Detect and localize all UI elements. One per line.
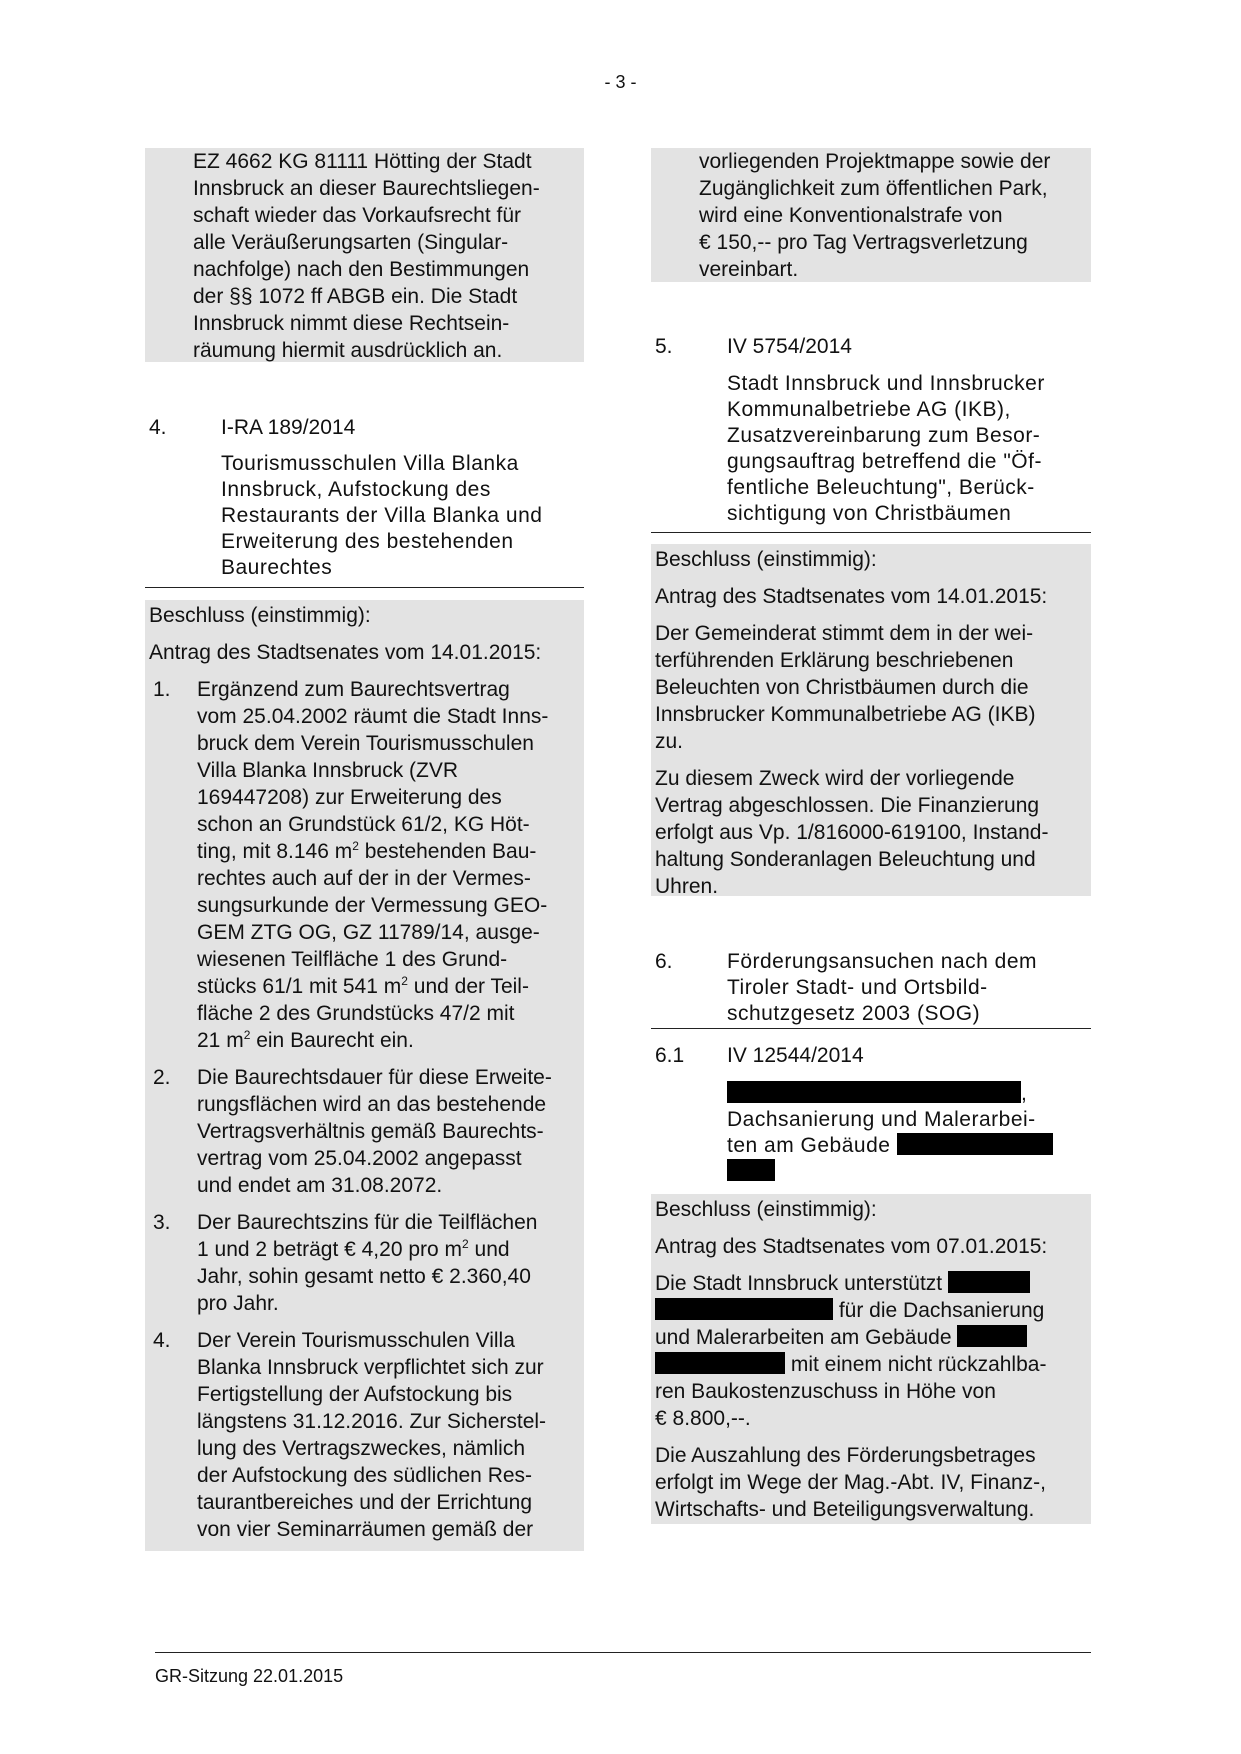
text-line: längstens 31.12.2016. Zur Sicherstel- [197, 1410, 547, 1433]
text-line: vereinbart. [699, 258, 799, 281]
title-line: gungsauftrag betreffend die "Öf- [727, 450, 1042, 473]
text-line: EZ 4662 KG 81111 Hötting der Stadt [193, 150, 532, 173]
text-line: Villa Blanka Innsbruck (ZVR [197, 759, 459, 782]
superscript: 2 [462, 1237, 469, 1251]
text-line: alle Veräußerungsarten (Singular- [193, 231, 509, 254]
text-line: € 8.800,--. [655, 1407, 751, 1430]
footer-rule [155, 1652, 1091, 1653]
text-line: pro Jahr. [197, 1292, 279, 1315]
text-run: ein Baurecht ein. [250, 1029, 414, 1052]
text-run: und der Teil- [407, 975, 529, 998]
text-line: Die Baurechtsdauer für diese Erweite- [197, 1066, 552, 1089]
antrag-label: Antrag des Stadtsenates vom 14.01.2015: [149, 641, 542, 664]
text-line: GEM ZTG OG, GZ 11789/14, ausge- [197, 921, 540, 944]
title-line: Dachsanierung und Malerarbei- [727, 1108, 1036, 1131]
text-run: und Malerarbeiten am Gebäude [655, 1326, 952, 1349]
divider [651, 1028, 1091, 1029]
divider [145, 587, 584, 588]
redaction-bar [727, 1159, 775, 1181]
text-run: für die Dachsanierung [838, 1299, 1045, 1322]
item-6-1-title [727, 1081, 1097, 1185]
text-line: Blanka Innsbruck verpflichtet sich zur [197, 1356, 544, 1379]
beschluss-label: Beschluss (einstimmig): [149, 604, 371, 627]
text-line: bruck dem Verein Tourismusschulen [197, 732, 534, 755]
point-1 [149, 676, 580, 1054]
redaction-bar [655, 1298, 833, 1320]
point-4 [149, 1327, 580, 1543]
item-6-1-resolution-box [651, 1194, 1091, 1524]
text-line: terführenden Erklärung beschriebenen [655, 649, 1014, 672]
superscript: 2 [243, 1028, 251, 1042]
text-run: 1 und 2 beträgt € 4,20 pro m [197, 1238, 463, 1261]
text-line: 169447208) zur Erweiterung des [197, 786, 502, 809]
antrag-label: Antrag des Stadtsenates vom 07.01.2015: [655, 1235, 1048, 1258]
text-line [197, 1236, 580, 1263]
text-line: haltung Sonderanlagen Beleuchtung und [655, 848, 1036, 871]
text-line [197, 1027, 580, 1054]
item-4-title [221, 451, 591, 581]
paragraph [655, 765, 1087, 900]
title-line [727, 1081, 1097, 1107]
title-line [727, 1133, 1097, 1159]
text-line: wird eine Konventionalstrafe von [699, 204, 1003, 227]
text-line: der §§ 1072 ff ABGB ein. Die Stadt [193, 285, 518, 308]
title-line [727, 1159, 1097, 1185]
divider [651, 532, 1091, 533]
title-line: schutzgesetz 2003 (SOG) [727, 1002, 981, 1025]
text-run: und [468, 1238, 510, 1261]
superscript: 2 [352, 839, 359, 853]
text-line: Zugänglichkeit zum öffentlichen Park, [699, 177, 1048, 200]
text-run: ten am Gebäude [727, 1134, 891, 1157]
text-line: wiesenen Teilfläche 1 des Grund- [197, 948, 508, 971]
text-line: zu. [655, 730, 684, 753]
item-6-heading [655, 948, 715, 975]
text-line: erfolgt im Wege der Mag.-Abt. IV, Finanz-, [655, 1471, 1047, 1494]
title-line: Stadt Innsbruck und Innsbrucker [727, 372, 1045, 395]
text-line: Vertrag abgeschlossen. Die Finanzierung [655, 794, 1040, 817]
text-line: taurantbereiches und der Errichtung [197, 1491, 533, 1514]
text-line: lung des Vertragszweckes, nämlich [197, 1437, 525, 1460]
text-line: ren Baukostenzuschuss in Höhe von [655, 1380, 996, 1403]
item-number: 6. [655, 950, 673, 973]
text-line: Die Auszahlung des Förderungsbetrages [655, 1444, 1036, 1467]
text-line: der Aufstockung des südlichen Res- [197, 1464, 533, 1487]
text-run: stücks 61/1 mit 541 m [197, 975, 402, 998]
antrag-label: Antrag des Stadtsenates vom 14.01.2015: [655, 585, 1048, 608]
title-line: Förderungsansuchen nach dem [727, 950, 1038, 973]
text-run: mit einem nicht rückzahlba- [790, 1353, 1047, 1376]
item-4-resolution-box [145, 600, 584, 1551]
item-code: IV 12544/2014 [727, 1044, 864, 1067]
item-number: 5. [655, 335, 673, 358]
redaction-bar [957, 1325, 1027, 1347]
title-line: Baurechtes [221, 556, 333, 579]
text-line: von vier Seminarräumen gemäß der [197, 1518, 534, 1541]
title-line: Tourismusschulen Villa Blanka [221, 452, 519, 475]
text-run: bestehenden Bau- [358, 840, 537, 863]
paragraph [655, 620, 1087, 755]
title-line: Zusatzvereinbarung zum Besor- [727, 424, 1041, 447]
text-line: schon an Grundstück 61/2, KG Höt- [197, 813, 530, 836]
text-line: Der Baurechtszins für die Teilflächen [197, 1211, 538, 1234]
point-number: 3. [153, 1211, 171, 1234]
title-line: Erweiterung des bestehenden [221, 530, 514, 553]
text-line: vom 25.04.2002 räumt die Stadt Inns- [197, 705, 549, 728]
text-line [197, 973, 580, 1000]
footer-text: GR-Sitzung 22.01.2015 [155, 1666, 344, 1686]
text-line: erfolgt aus Vp. 1/816000-619100, Instand- [655, 821, 1049, 844]
text-line: Zu diesem Zweck wird der vorliegende [655, 767, 1015, 790]
right-continuation-box [651, 148, 1091, 282]
text-line: Vertragsverhältnis gemäß Baurechts- [197, 1120, 544, 1143]
paragraph [655, 1442, 1087, 1523]
beschluss-label: Beschluss (einstimmig): [655, 548, 877, 571]
title-line: Restaurants der Villa Blanka und [221, 504, 543, 527]
text-line: Innsbruck an dieser Baurechtsliegen- [193, 177, 540, 200]
text-line: € 150,-- pro Tag Vertragsverletzung [699, 231, 1028, 254]
point-number: 4. [153, 1329, 171, 1352]
point-number: 1. [153, 678, 171, 701]
text-line: Uhren. [655, 875, 719, 898]
item-5-heading [655, 333, 1085, 360]
text-line: vertrag vom 25.04.2002 angepasst [197, 1147, 522, 1170]
title-line: sichtigung von Christbäumen [727, 502, 1012, 525]
page-number: - 3 - [604, 72, 637, 92]
item-5-resolution-box [651, 544, 1091, 896]
point-number: 2. [153, 1066, 171, 1089]
text-line: räumung hiermit ausdrücklich an. [193, 339, 503, 362]
text-line: vorliegenden Projektmappe sowie der [699, 150, 1051, 173]
redaction-bar [948, 1271, 1030, 1293]
beschluss-label: Beschluss (einstimmig): [655, 1198, 877, 1221]
redaction-bar [897, 1133, 1053, 1155]
item-5-title [727, 371, 1097, 527]
text-run: 21 m [197, 1029, 244, 1052]
text-line: sungsurkunde der Vermessung GEO- [197, 894, 548, 917]
text-line: Beleuchten von Christbäumen durch die [655, 676, 1029, 699]
item-4-heading [149, 414, 579, 441]
point-2 [149, 1064, 580, 1199]
text-line [655, 1324, 1087, 1351]
text-line: Innsbruck nimmt diese Rechtsein- [193, 312, 510, 335]
title-line: Tiroler Stadt- und Ortsbild- [727, 976, 988, 999]
text-run: ting, mit 8.146 m [197, 840, 353, 863]
text-line: und endet am 31.08.2072. [197, 1174, 443, 1197]
title-line: Innsbruck, Aufstockung des [221, 478, 491, 501]
text-line [655, 1351, 1087, 1378]
superscript: 2 [401, 974, 408, 988]
text-line: Jahr, sohin gesamt netto € 2.360,40 [197, 1265, 531, 1288]
text-line: rechtes auch auf der in der Vermes- [197, 867, 531, 890]
redaction-bar [655, 1352, 785, 1374]
text-line: rungsflächen wird an das bestehende [197, 1093, 547, 1116]
text-line [655, 1270, 1087, 1297]
text-line: schaft wieder das Vorkaufsrecht für [193, 204, 521, 227]
redaction-bar [727, 1081, 1021, 1103]
title-line: fentliche Beleuchtung", Berück- [727, 476, 1035, 499]
text-line [655, 1297, 1087, 1324]
item-number: 4. [149, 416, 167, 439]
text-line: Der Verein Tourismusschulen Villa [197, 1329, 515, 1352]
item-6-1-heading [655, 1042, 1085, 1069]
title-line: Kommunalbetriebe AG (IKB), [727, 398, 1011, 421]
text-line: nachfolge) nach den Bestimmungen [193, 258, 530, 281]
item-code: IV 5754/2014 [727, 335, 852, 358]
text-line: Ergänzend zum Baurechtsvertrag [197, 678, 510, 701]
point-3 [149, 1209, 580, 1317]
text-line: Fertigstellung der Aufstockung bis [197, 1383, 513, 1406]
item-number: 6.1 [655, 1044, 685, 1067]
left-continuation-box [145, 148, 584, 362]
text-line: Der Gemeinderat stimmt dem in der wei- [655, 622, 1034, 645]
item-code: I-RA 189/2014 [221, 416, 356, 439]
item-6-title [727, 949, 1097, 1027]
text-line: Innsbrucker Kommunalbetriebe AG (IKB) [655, 703, 1036, 726]
text-line [197, 838, 580, 865]
paragraph [655, 1270, 1087, 1432]
text-line: fläche 2 des Grundstücks 47/2 mit [197, 1002, 515, 1025]
text-run: , [1021, 1082, 1028, 1105]
text-line: Wirtschafts- und Beteiligungsverwaltung. [655, 1498, 1035, 1521]
text-run: Die Stadt Innsbruck unterstützt [655, 1272, 943, 1295]
